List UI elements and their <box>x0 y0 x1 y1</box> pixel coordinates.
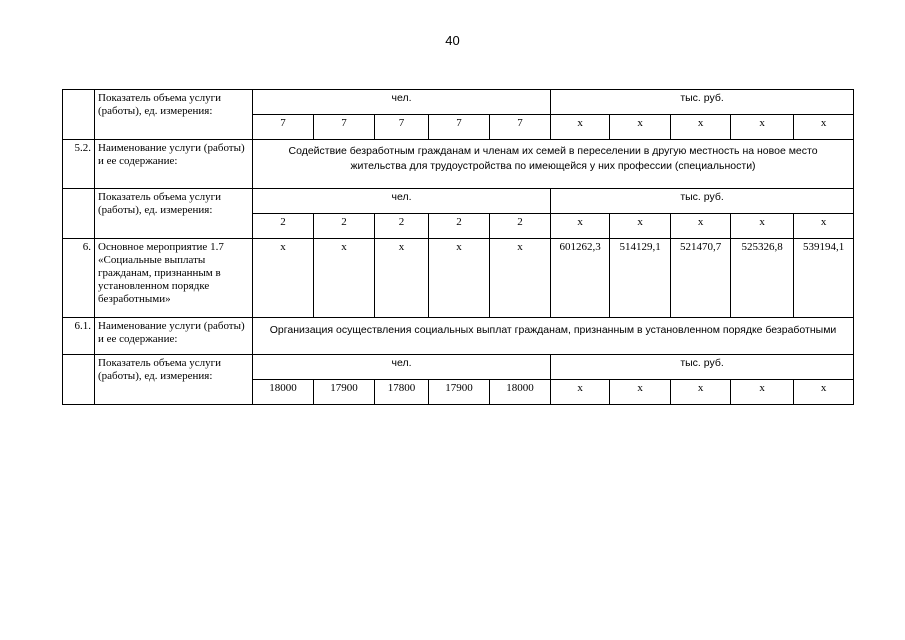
value-cell: 514129,1 <box>610 239 671 318</box>
value-cell: 18000 <box>490 380 551 405</box>
table-row <box>63 140 854 189</box>
service-content: Организация осуществления социальных выплат гражданам, признанным в установленном порядке безработными <box>253 318 854 355</box>
unit-thousand-rub: тыс. руб. <box>551 355 854 380</box>
value-cell: х <box>610 380 671 405</box>
value-cell: 2 <box>314 214 375 239</box>
table-row <box>63 90 854 115</box>
row-number <box>63 189 95 239</box>
value-cell: х <box>610 214 671 239</box>
value-cell: 17900 <box>429 380 490 405</box>
value-cell: 7 <box>490 115 551 140</box>
value-cell: х <box>671 115 731 140</box>
row-label: Показатель объема услуги (работы), ед. измерения: <box>95 189 253 239</box>
value-cell: х <box>794 214 854 239</box>
value-cell: 601262,3 <box>551 239 610 318</box>
value-cell: х <box>731 115 794 140</box>
row-label: Показатель объема услуги (работы), ед. измерения: <box>95 90 253 140</box>
row-label: Наименование услуги (работы) и ее содержание: <box>95 140 253 189</box>
value-cell: х <box>794 380 854 405</box>
value-cell: х <box>490 239 551 318</box>
value-cell: х <box>731 214 794 239</box>
value-cell: х <box>671 214 731 239</box>
unit-thousand-rub: тыс. руб. <box>551 90 854 115</box>
value-cell: 2 <box>490 214 551 239</box>
value-cell: х <box>253 239 314 318</box>
value-cell: х <box>375 239 429 318</box>
row-number: 6. <box>63 239 95 318</box>
row-label: Основное мероприятие 1.7 «Социальные выплаты гражданам, признанным в установленном порядке безработными» <box>95 239 253 318</box>
value-cell: 17900 <box>314 380 375 405</box>
value-cell: х <box>610 115 671 140</box>
row-label: Показатель объема услуги (работы), ед. измерения: <box>95 355 253 405</box>
value-cell: 7 <box>375 115 429 140</box>
table-row <box>63 318 854 355</box>
value-cell: 7 <box>253 115 314 140</box>
value-cell: 7 <box>314 115 375 140</box>
table-row <box>63 189 854 214</box>
value-cell: х <box>551 214 610 239</box>
unit-people: чел. <box>253 355 551 380</box>
service-content: Содействие безработным гражданам и членам их семей в переселении в другую местность на новое место жительства для трудоустройства по имеющейся у них профессии (специальности) <box>253 140 854 189</box>
row-number: 6.1. <box>63 318 95 355</box>
value-cell: х <box>551 380 610 405</box>
unit-thousand-rub: тыс. руб. <box>551 189 854 214</box>
value-cell: 18000 <box>253 380 314 405</box>
unit-people: чел. <box>253 90 551 115</box>
value-cell: 2 <box>429 214 490 239</box>
row-number <box>63 90 95 140</box>
table-row <box>63 239 854 318</box>
page-number: 40 <box>445 33 460 48</box>
value-cell: 17800 <box>375 380 429 405</box>
budget-table <box>62 89 854 405</box>
value-cell: 521470,7 <box>671 239 731 318</box>
value-cell: х <box>429 239 490 318</box>
value-cell: 525326,8 <box>731 239 794 318</box>
table-row <box>63 355 854 380</box>
value-cell: х <box>731 380 794 405</box>
value-cell: х <box>671 380 731 405</box>
value-cell: х <box>314 239 375 318</box>
row-label: Наименование услуги (работы) и ее содержание: <box>95 318 253 355</box>
value-cell: х <box>551 115 610 140</box>
unit-people: чел. <box>253 189 551 214</box>
value-cell: 539194,1 <box>794 239 854 318</box>
row-number <box>63 355 95 405</box>
value-cell: х <box>794 115 854 140</box>
value-cell: 2 <box>375 214 429 239</box>
value-cell: 2 <box>253 214 314 239</box>
row-number: 5.2. <box>63 140 95 189</box>
value-cell: 7 <box>429 115 490 140</box>
